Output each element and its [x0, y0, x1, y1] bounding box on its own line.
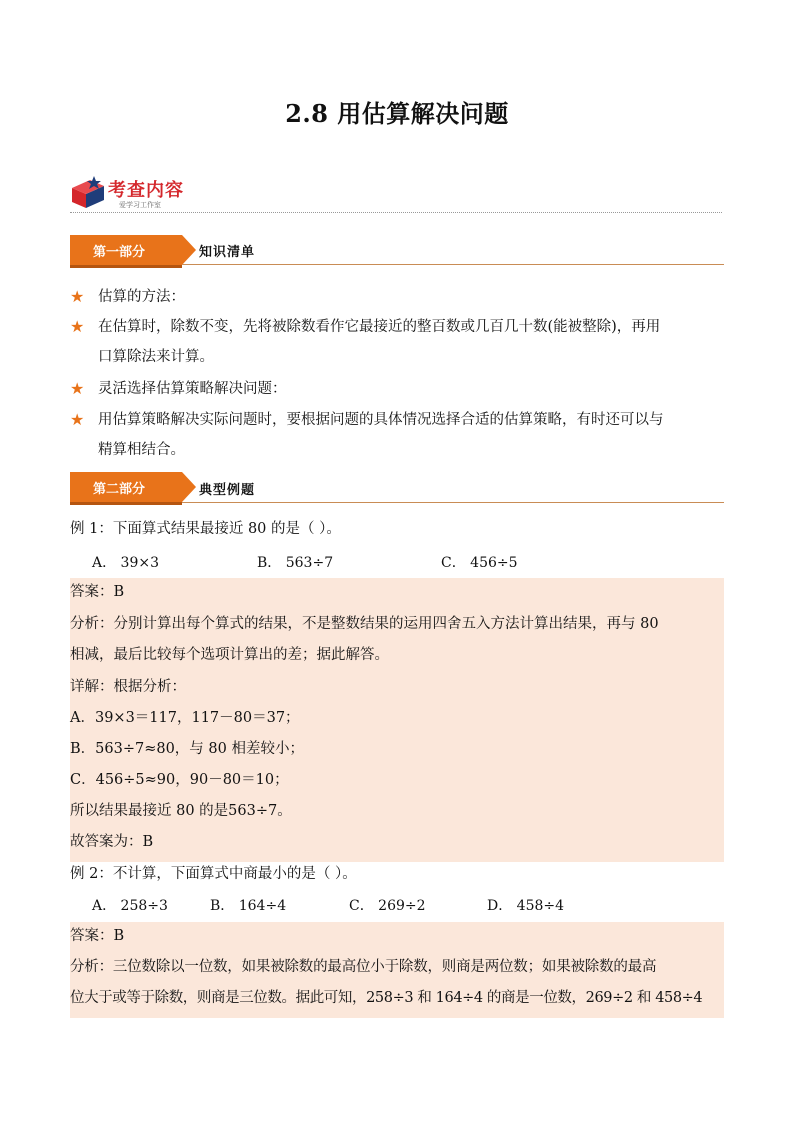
badge-subtitle: 爱学习工作室 — [119, 201, 161, 209]
section-rule — [182, 264, 724, 265]
step-b: B．563÷7≈80，与 80 相差较小； — [70, 741, 304, 757]
option-c: C． 456÷5 — [441, 555, 518, 571]
divider — [70, 212, 722, 213]
section-tab-2 — [70, 472, 182, 502]
option-a: A． 258÷3 — [92, 898, 168, 914]
option-c: C． 269÷2 — [349, 898, 426, 914]
answer-2: 答案：B — [70, 928, 125, 944]
section-rule — [182, 502, 724, 503]
list-item: ★ 在估算时，除数不变，先将被除数看作它最接近的整百数或几百几十数(能被整除)，再用 口算除法来计算。 — [70, 312, 725, 372]
analysis-1-line-2: 相减，最后比较每个选项计算出的差；据此解答。 — [70, 647, 389, 663]
list-item: ★ 估算的方法： — [70, 282, 725, 312]
example-1-question: 例 1：下面算式结果最接近 80 的是（ ）。 — [70, 521, 341, 537]
example-2-question: 例 2：不计算，下面算式中商最小的是（ ）。 — [70, 866, 357, 882]
star-icon: ★ — [70, 287, 85, 306]
section-tab-1 — [70, 235, 182, 265]
final-answer: 故答案为：B — [70, 834, 154, 850]
step-a: A．39×3＝117，117－80＝37； — [70, 710, 300, 726]
section-title-1: 知识清单 — [199, 245, 256, 260]
option-b: B． 563÷7 — [257, 555, 334, 571]
section-tab-label: 第二部分 — [92, 481, 145, 497]
detail-heading: 详解：根据分析： — [70, 679, 186, 695]
section-title-2: 典型例题 — [199, 483, 256, 498]
star-icon: ★ — [70, 317, 85, 336]
analysis-2-line-2: 位大于或等于除数，则商是三位数。据此可知，258÷3 和 164÷4 的商是一位数，269÷2 和 458÷4 — [70, 990, 703, 1006]
star-icon: ★ — [70, 410, 85, 429]
list-item: ★ 灵活选择估算策略解决问题： — [70, 374, 725, 404]
star-icon: ★ — [70, 379, 85, 398]
conclusion: 所以结果最接近 80 的是563÷7。 — [70, 803, 292, 819]
list-item: ★ 用估算策略解决实际问题时，要根据问题的具体情况选择合适的估算策略，有时还可以与 精算相结合。 — [70, 405, 725, 465]
badge-label: 考查内容 — [108, 180, 184, 201]
section-tab-label: 第一部分 — [92, 244, 145, 260]
analysis-2-line-1: 分析：三位数除以一位数，如果被除数的最高位小于除数，则商是两位数；如果被除数的最高 — [70, 959, 657, 975]
step-c: C．456÷5≈90，90－80＝10； — [70, 772, 289, 788]
option-d: D． 458÷4 — [487, 898, 565, 914]
analysis-1-line-1: 分析：分别计算出每个算式的结果，不是整数结果的运用四舍五入方法计算出结果，再与 80 — [70, 616, 659, 632]
page-title: 2.8 用估算解决问题 — [285, 99, 509, 128]
option-b: B． 164÷4 — [210, 898, 287, 914]
book-star-icon — [70, 174, 106, 210]
option-a: A． 39×3 — [92, 555, 160, 571]
answer-1: 答案：B — [70, 584, 125, 600]
